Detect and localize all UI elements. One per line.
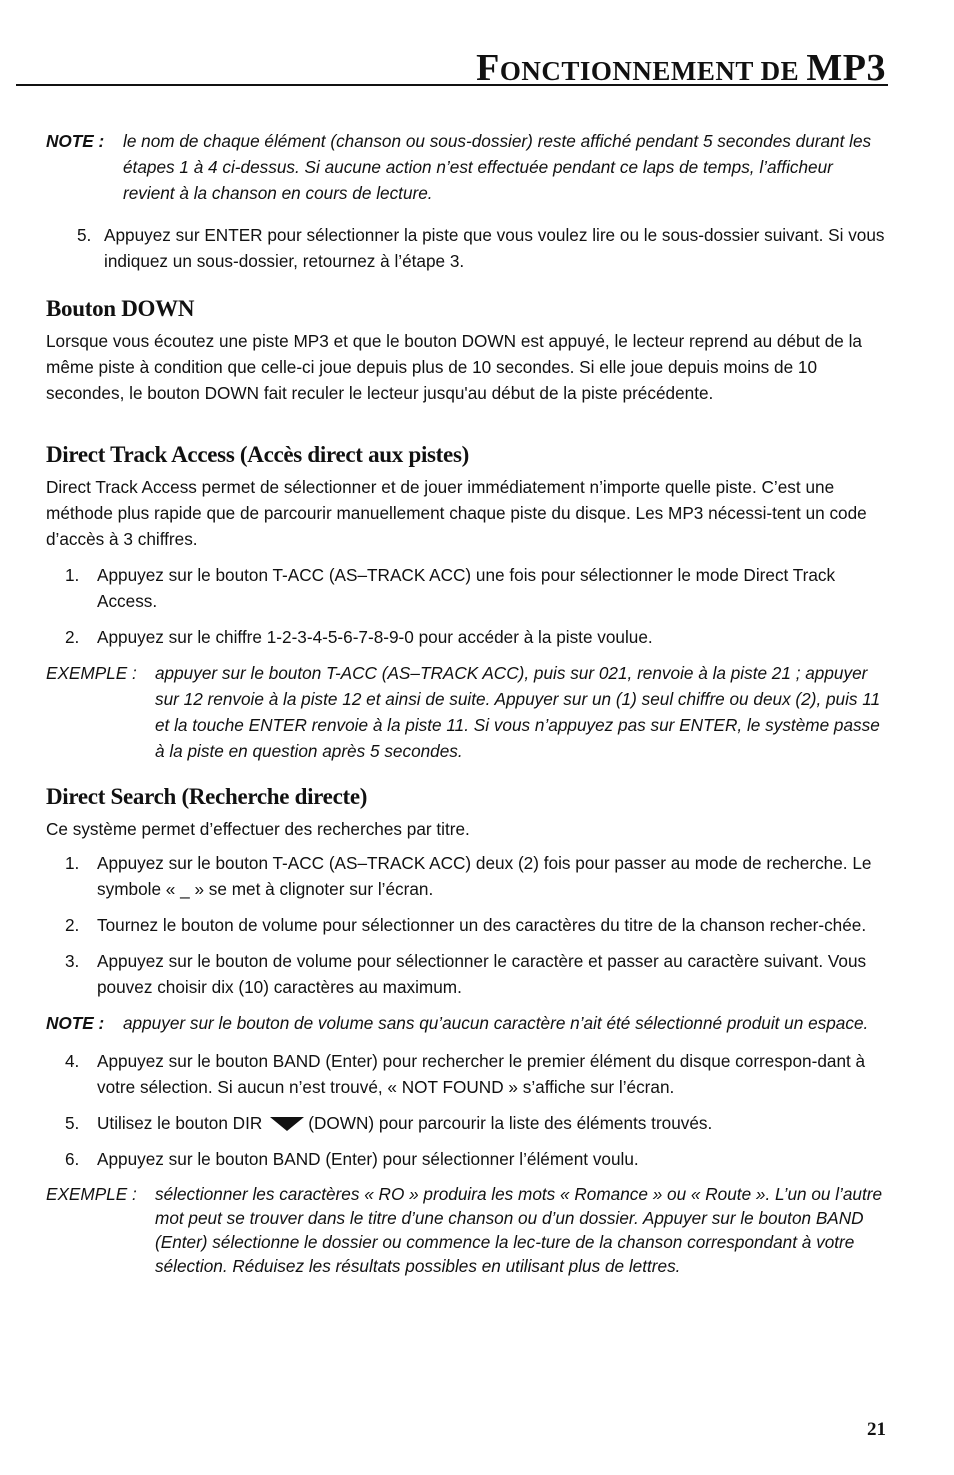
section-heading-direct-search: Direct Search (Recherche directe)	[46, 784, 368, 809]
header-rule	[16, 84, 888, 86]
page-number: 21	[867, 1419, 886, 1440]
step-text: Appuyez sur le bouton T-ACC (AS–TRACK ACC) deux (2) fois pour passer au mode de recherche. Le symbole « _ » se met à clignoter sur l’écran.	[97, 853, 872, 899]
note-label: NOTE :	[46, 1013, 105, 1033]
note-label: NOTE :	[46, 131, 105, 151]
note-text: le nom de chaque élément (chanson ou sous-dossier) reste affiché pendant 5 secondes durant les étapes 1 à 4 ci-dessus. Si aucune action n’est effectuée pendant ce laps de temps, l’afficheur revient à la chanson en cours de lecture.	[123, 131, 872, 203]
example-label: EXEMPLE :	[46, 663, 137, 683]
step-number: 3.	[65, 951, 80, 971]
example-block	[46, 660, 888, 764]
paragraph: Ce système permet d’effectuer des recherches par titre.	[46, 819, 470, 839]
title-end: MP3	[806, 47, 886, 89]
step-text: Tournez le bouton de volume pour sélectionner un des caractères du titre de la chanson recher-chée.	[97, 915, 867, 935]
paragraph: Lorsque vous écoutez une piste MP3 et que le bouton DOWN est appuyé, le lecteur reprend au début de la même piste à condition que celle-ci joue depuis plus de 10 secondes. Si elle joue depuis moins de 10 secondes, le bouton DOWN fait reculer le lecteur jusqu'au début de la piste précédente.	[46, 331, 862, 403]
list-item	[46, 562, 888, 614]
title-smallcaps: ONCTIONNEMENT DE	[499, 56, 807, 86]
example-text: appuyer sur le bouton T-ACC (AS–TRACK ACC), puis sur 021, renvoie à la piste 21 ; appuyer sur 12 renvoie à la piste 12 et ainsi de suite. Appuyer sur un (1) seul chiffre ou deux (2), puis 11 et la touche ENTER renvoie à la piste 11. Si vous n’appuyez pas sur ENTER, le système passe à la piste en question après 5 secondes.	[155, 663, 881, 761]
list-item	[46, 912, 888, 938]
title-initial: F	[476, 47, 500, 89]
note-block	[46, 1010, 888, 1036]
example-label: EXEMPLE :	[46, 1184, 137, 1204]
section-heading-bouton-down: Bouton DOWN	[46, 296, 195, 321]
step-number: 1.	[65, 565, 80, 585]
step-list	[46, 222, 888, 274]
list-item	[46, 222, 888, 274]
step-number: 2.	[65, 627, 80, 647]
step-list	[46, 1048, 888, 1172]
step-text: Appuyez sur le bouton BAND (Enter) pour sélectionner l’élément voulu.	[97, 1149, 639, 1169]
down-arrow-icon	[270, 1117, 304, 1131]
list-item	[46, 1146, 888, 1172]
list-item	[46, 1110, 888, 1136]
step-text: Appuyez sur le bouton de volume pour sélectionner le caractère et passer au caractère suivant. Vous pouvez choisir dix (10) caractères au maximum.	[97, 951, 867, 997]
step-text: Appuyez sur ENTER pour sélectionner la piste que vous voulez lire ou le sous-dossier suivant. Si vous indiquez un sous-dossier, retournez à l’étape 3.	[104, 225, 885, 271]
section-heading-direct-track: Direct Track Access (Accès direct aux pistes)	[46, 442, 469, 467]
step-list	[46, 562, 888, 650]
step-number: 5.	[77, 225, 92, 245]
step-number: 5.	[65, 1113, 80, 1133]
list-item	[46, 1048, 888, 1100]
list-item	[46, 850, 888, 902]
step-text: Appuyez sur le bouton BAND (Enter) pour rechercher le premier élément du disque correspon-dant à votre sélection. Si aucun n’est trouvé, « NOT FOUND » s’affiche sur l’écran.	[97, 1051, 866, 1097]
example-text: sélectionner les caractères « RO » produira les mots « Romance » ou « Route ». L’un ou l’autre mot peut se trouver dans le titre d’une chanson ou d’un dossier. Appuyer sur le bouton BAND (Enter) sélectionne le dossier ou commence la lec-ture de la chanson correspondant à votre sélection. Réduisez les résultats possibles en utilisant plus de lettres.	[155, 1184, 883, 1276]
step-number: 2.	[65, 915, 80, 935]
note-text: appuyer sur le bouton de volume sans qu’aucun caractère n’ait été sélectionné produit un espace.	[123, 1013, 869, 1033]
step-text: Appuyez sur le chiffre 1-2-3-4-5-6-7-8-9-0 pour accéder à la piste voulue.	[97, 627, 653, 647]
step-number: 1.	[65, 853, 80, 873]
step-number: 6.	[65, 1149, 80, 1169]
example-block	[46, 1182, 888, 1278]
step-text: Appuyez sur le bouton T-ACC (AS–TRACK ACC) une fois pour sélectionner le mode Direct Track Access.	[97, 565, 836, 611]
page-content	[46, 128, 888, 1296]
step-number: 4.	[65, 1051, 80, 1071]
list-item	[46, 624, 888, 650]
step-text-before: Utilisez le bouton DIR	[97, 1113, 263, 1133]
paragraph: Direct Track Access permet de sélectionner et de jouer immédiatement n’importe quelle piste. C’est une méthode plus rapide que de parcourir manuellement chaque piste du disque. Les MP3 nécessi-tent un code d’accès à 3 chiffres.	[46, 477, 867, 549]
step-list	[46, 850, 888, 1000]
step-text-after: (DOWN) pour parcourir la liste des éléments trouvés.	[308, 1113, 713, 1133]
note-block	[46, 128, 888, 206]
list-item	[46, 948, 888, 1000]
